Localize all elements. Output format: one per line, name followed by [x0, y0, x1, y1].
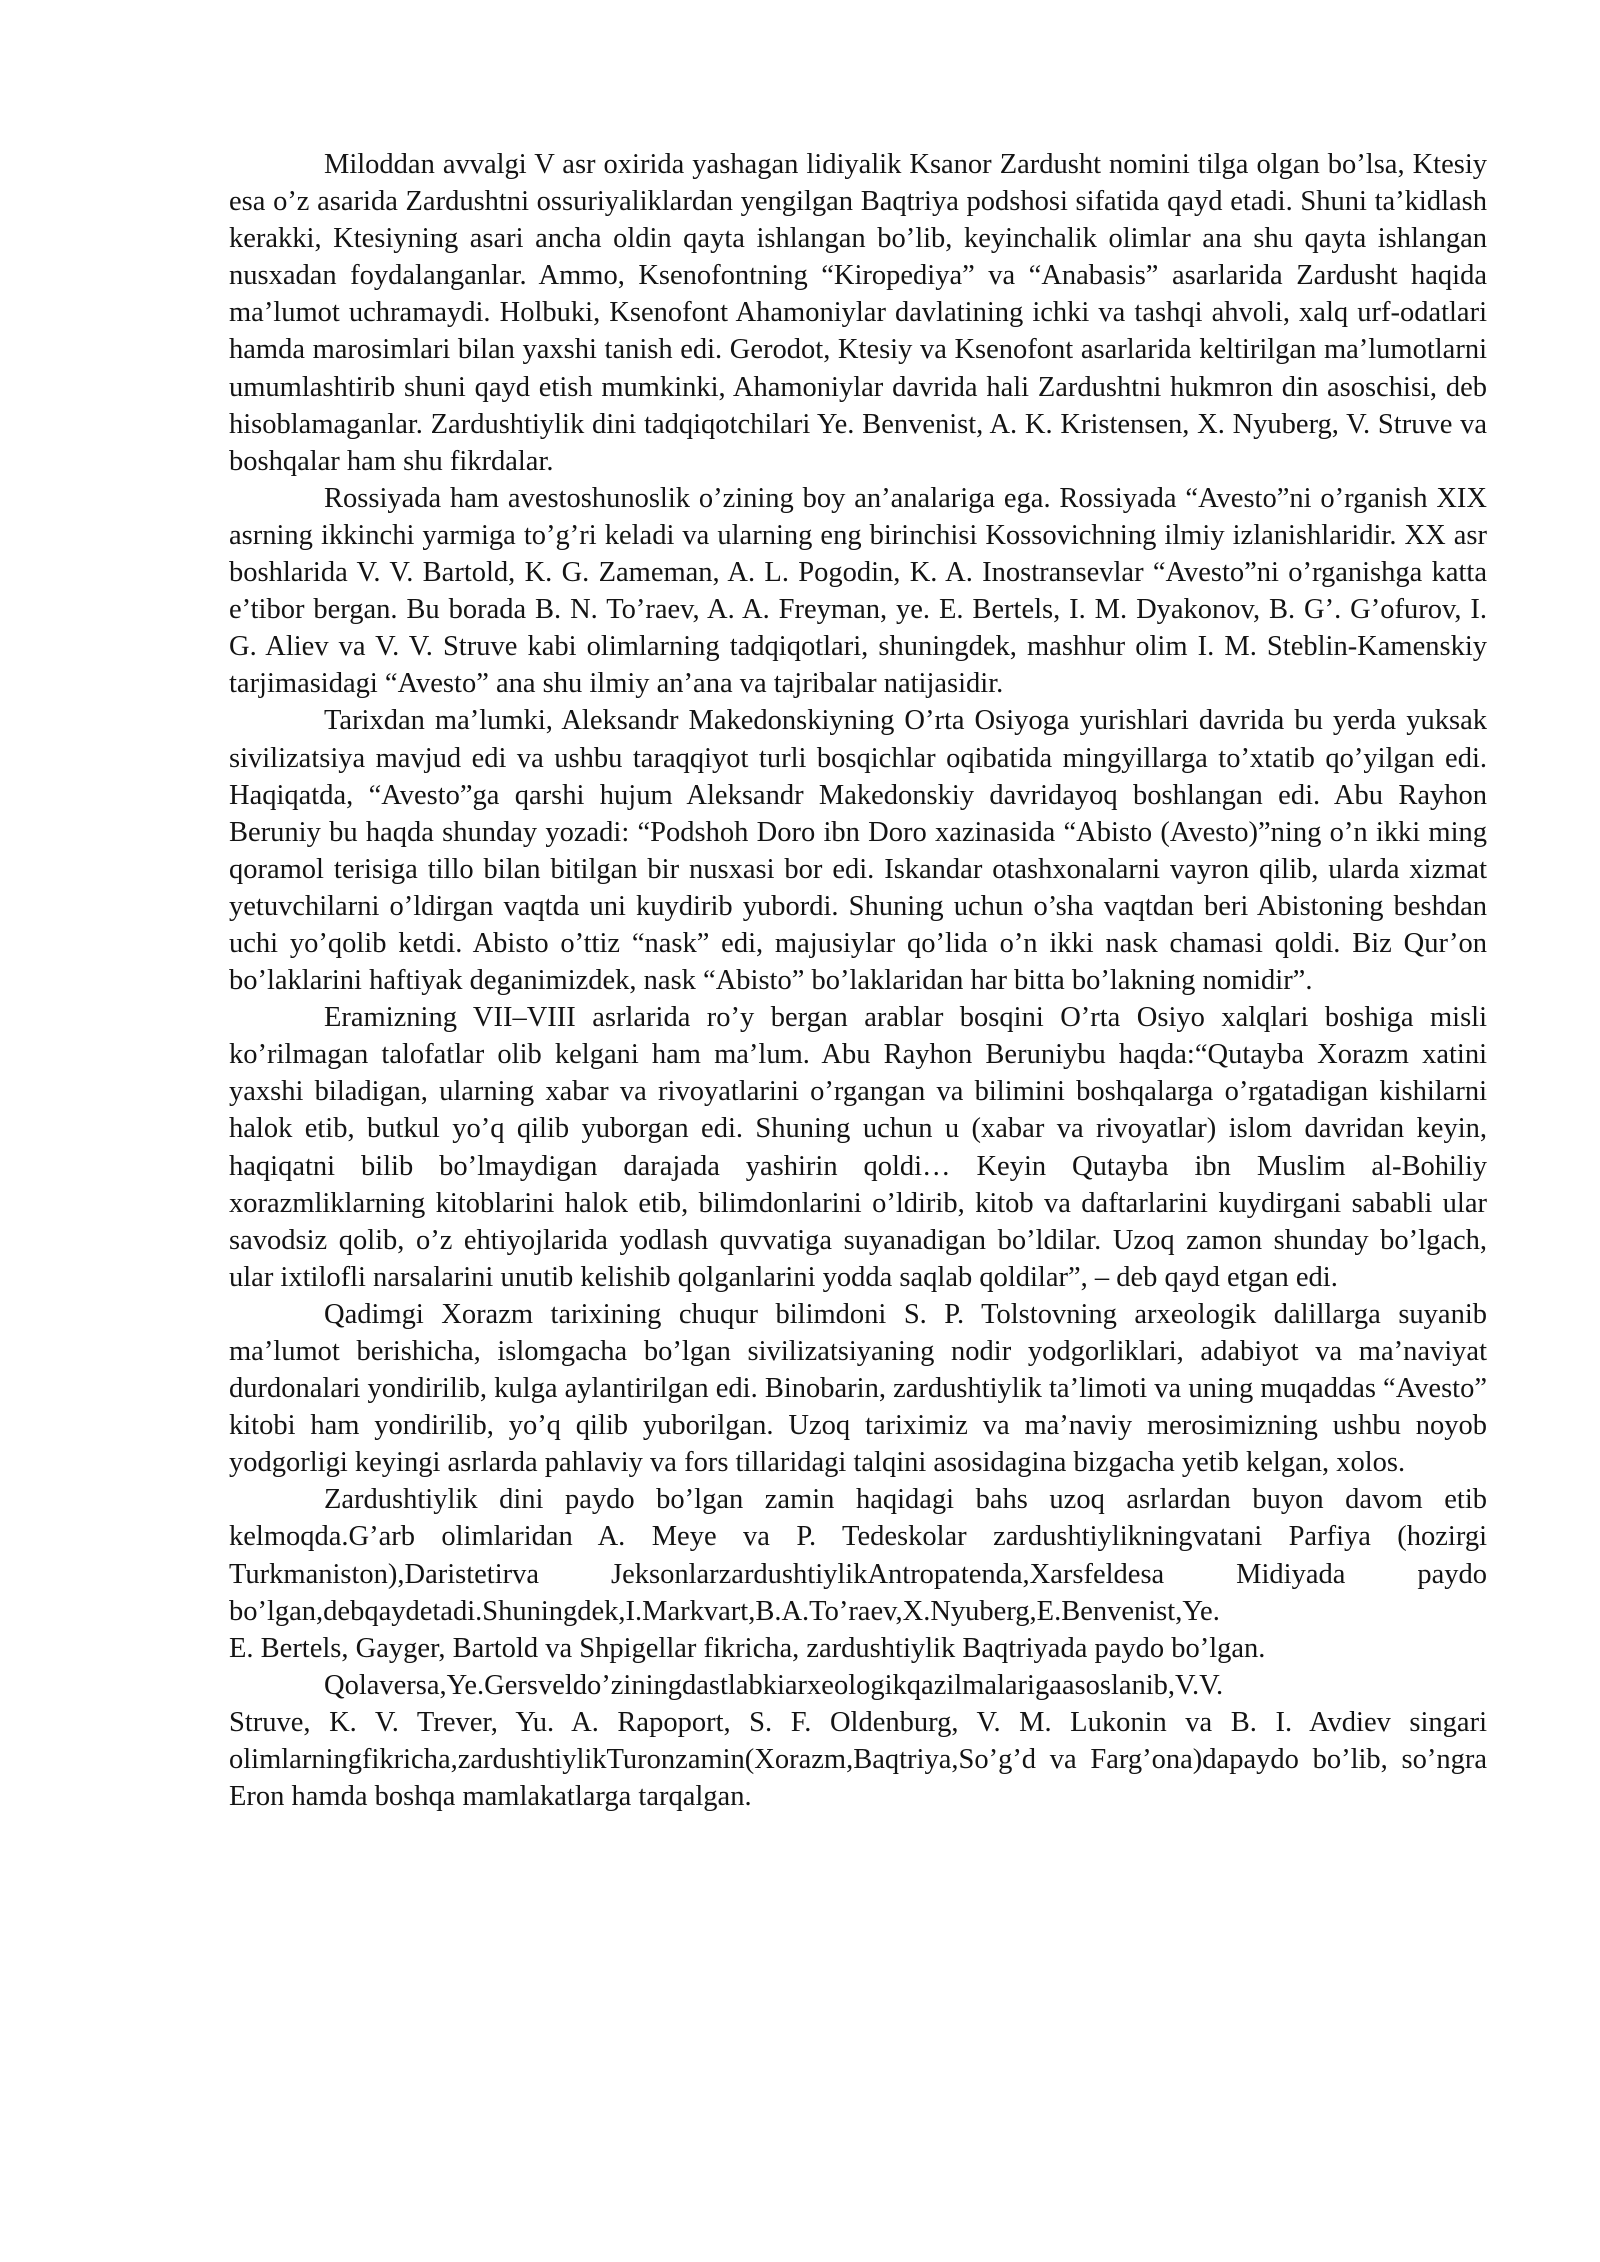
document-body: [229, 146, 1487, 1815]
paragraph-turonzamin: Struve, K. V. Trever, Yu. A. Rapoport, S. F. Oldenburg, V. M. Lukonin va B. I. Avdiev singari olimlarningfikricha,zardushtiylikTuronzamin(Xorazm,Baqtriya,So’g’d va Farg’ona)dapaydo bo’lib, so’ngra Eron hamda boshqa mamlakatlarga tarqalgan.: [229, 1706, 1487, 1813]
paragraph-russian-avestology: Rossiyada ham avestoshunoslik o’zining boy an’analariga ega. Rossiyada “Avesto”ni o’rganish XIX asrning ikkinchi yarmiga to’g’ri keladi va ularning eng birinchisi Kossovichning ilmiy izlanishlaridir. XX asr boshlarida V. V. Bartold, K. G. Zameman, A. L. Pogodin, K. A. Inostransevlar “Avesto”ni o’rganishga katta e’tibor bergan. Bu borada B. N. To’raev, A. A. Freyman, ye. E. Bertels, I. M. Dyakonov, B. G’. G’ofurov, I. G. Aliev va V. V. Struve kabi olimlarning tadqiqotlari, shuningdek, mashhur olim I. M. Steblin-Kamenskiy tarjimasidagi “Avesto” ana shu ilmiy an’ana va tajribalar natijasidir.: [229, 482, 1487, 700]
paragraph-arab-invasion: Eramizning VII–VIII asrlarida ro’y bergan arablar bosqini O’rta Osiyo xalqlari boshiga misli ko’rilmagan talofatlar olib kelgani ham ma’lum. Abu Rayhon Beruniybu haqda:“Qutayba Xorazm xatini yaxshi biladigan, ularning xabar va rivoyatlarini o’rgangan va bilimini boshqalarga o’rgatadigan kishilarni halok etib, butkul yo’q qilib yuborgan edi. Shuning uchun u (xabar va rivoyatlar) islom davridan keyin, haqiqatni bilib bo’lmaydigan darajada yashirin qoldi… Keyin Qutayba ibn Muslim al-Bohiliy xorazmliklarning kitoblarini halok etib, bilimdonlarini o’ldirib, kitob va daftarlarini kuydirgani sababli ular savodsiz qolib, o’z ehtiyojlarida yodlash quvvatiga suyanadigan bo’ldilar. Uzoq zamon shunday bo’lgach, ular ixtilofli narsalarini unutib kelishib qolganlarini yodda saqlab qoldilar”, – deb qayd etgan edi.: [229, 1002, 1487, 1293]
paragraph-origin-bactria: E. Bertels, Gayger, Bartold va Shpigellar fikricha, zardushtiylik Baqtriyada paydo bo’lgan.: [229, 1632, 1266, 1664]
paragraph-origin-debate: Zardushtiylik dini paydo bo’lgan zamin haqidagi bahs uzoq asrlardan buyon davom etib kelmoqda.G’arb olimlaridan A. Meye va P. Tedeskolar zardushtiylikningvatani Parfiya (hozirgi Turkmaniston),Daristetirva JeksonlarzardushtiylikAntropatenda,Xarsfeldesa Midiyada paydo bo’lgan,debqaydetadi.Shuningdek,I.Markvart,B.A.To’raev,X.Nyuberg,E.Benvenist,Ye.: [229, 1484, 1487, 1627]
paragraph-gersveld: Qolaversa,Ye.Gersveldo’ziningdastlabkiarxeologikqazilmalarigaasoslanib,V.V.: [324, 1669, 1224, 1701]
paragraph-alexander-invasion: Tarixdan ma’lumki, Aleksandr Makedonskiyning O’rta Osiyoga yurishlari davrida bu yerda yuksak sivilizatsiya mavjud edi va ushbu taraqqiyot turli bosqichlar oqibatida mingyillarga to’xtatib qo’yilgan edi. Haqiqatda, “Avesto”ga qarshi hujum Aleksandr Makedonskiy davridayoq boshlangan edi. Abu Rayhon Beruniy bu haqda shunday yozadi: “Podshoh Doro ibn Doro xazinasida “Abisto (Avesto)”ning o’n ikki ming qoramol terisiga tillo bilan bitilgan bir nusxasi bor edi. Iskandar otashxonalarni vayron qilib, ularda xizmat yetuvchilarni o’ldirgan vaqtda uni kuydirib yubordi. Shuning uchun o’sha vaqtdan beri Abistoning beshdan uchi yo’qolib ketdi. Abisto o’ttiz “nask” edi, majusiylar qo’lida o’n ikki nask chamasi qoldi. Biz Qur’on bo’laklarini haftiyak deganimizdek, nask “Abisto” bo’laklaridan har bitta bo’lakning nomidir”.: [229, 705, 1487, 997]
paragraph-tolstov: Qadimgi Xorazm tarixining chuqur bilimdoni S. P. Tolstovning arxeologik dalillarga suyanib ma’lumot berishicha, islomgacha bo’lgan sivilizatsiyaning nodir yodgorliklari, adabiyot va ma’naviyat durdonalari yondirilib, kulga aylantirilgan edi. Binobarin, zardushtiylik ta’limoti va uning muqaddas “Avesto” kitobi ham yondirilib, yo’q qilib yuborilgan. Uzoq tariximiz va ma’naviy merosimizning ushbu noyob yodgorligi keyingi asrlarda pahlaviy va fors tillaridagi talqini asosidagina bizgacha yetib kelgan, xolos.: [229, 1298, 1487, 1479]
paragraph-ksanor-ktesiy: Miloddan avvalgi V asr oxirida yashagan lidiyalik Ksanor Zardusht nomini tilga olgan bo’lsa, Ktesiy esa o’z asarida Zardushtni ossuriyaliklardan yengilgan Baqtriya podshosi sifatida qayd etadi. Shuni ta’kidlash kerakki, Ktesiyning asari ancha oldin qayta ishlangan bo’lib, keyinchalik olimlar ana shu qayta ishlangan nusxadan foydalanganlar. Ammo, Ksenofontning “Kiropediya” va “Anabasis” asarlarida Zardusht haqida ma’lumot uchramaydi. Holbuki, Ksenofont Ahamoniylar davlatining ichki va tashqi ahvoli, xalq urf-odatlari hamda marosimlari bilan yaxshi tanish edi. Gerodot, Ktesiy va Ksenofont asarlarida keltirilgan ma’lumotlarni umumlashtirib shuni qayd etish mumkinki, Ahamoniylar davrida hali Zardushtni hukmron din asoschisi, deb hisoblamaganlar. Zardushtiylik dini tadqiqotchilari Ye. Benvenist, A. K. Kristensen, X. Nyuberg, V. Struve va boshqalar ham shu fikrdalar.: [229, 149, 1487, 477]
